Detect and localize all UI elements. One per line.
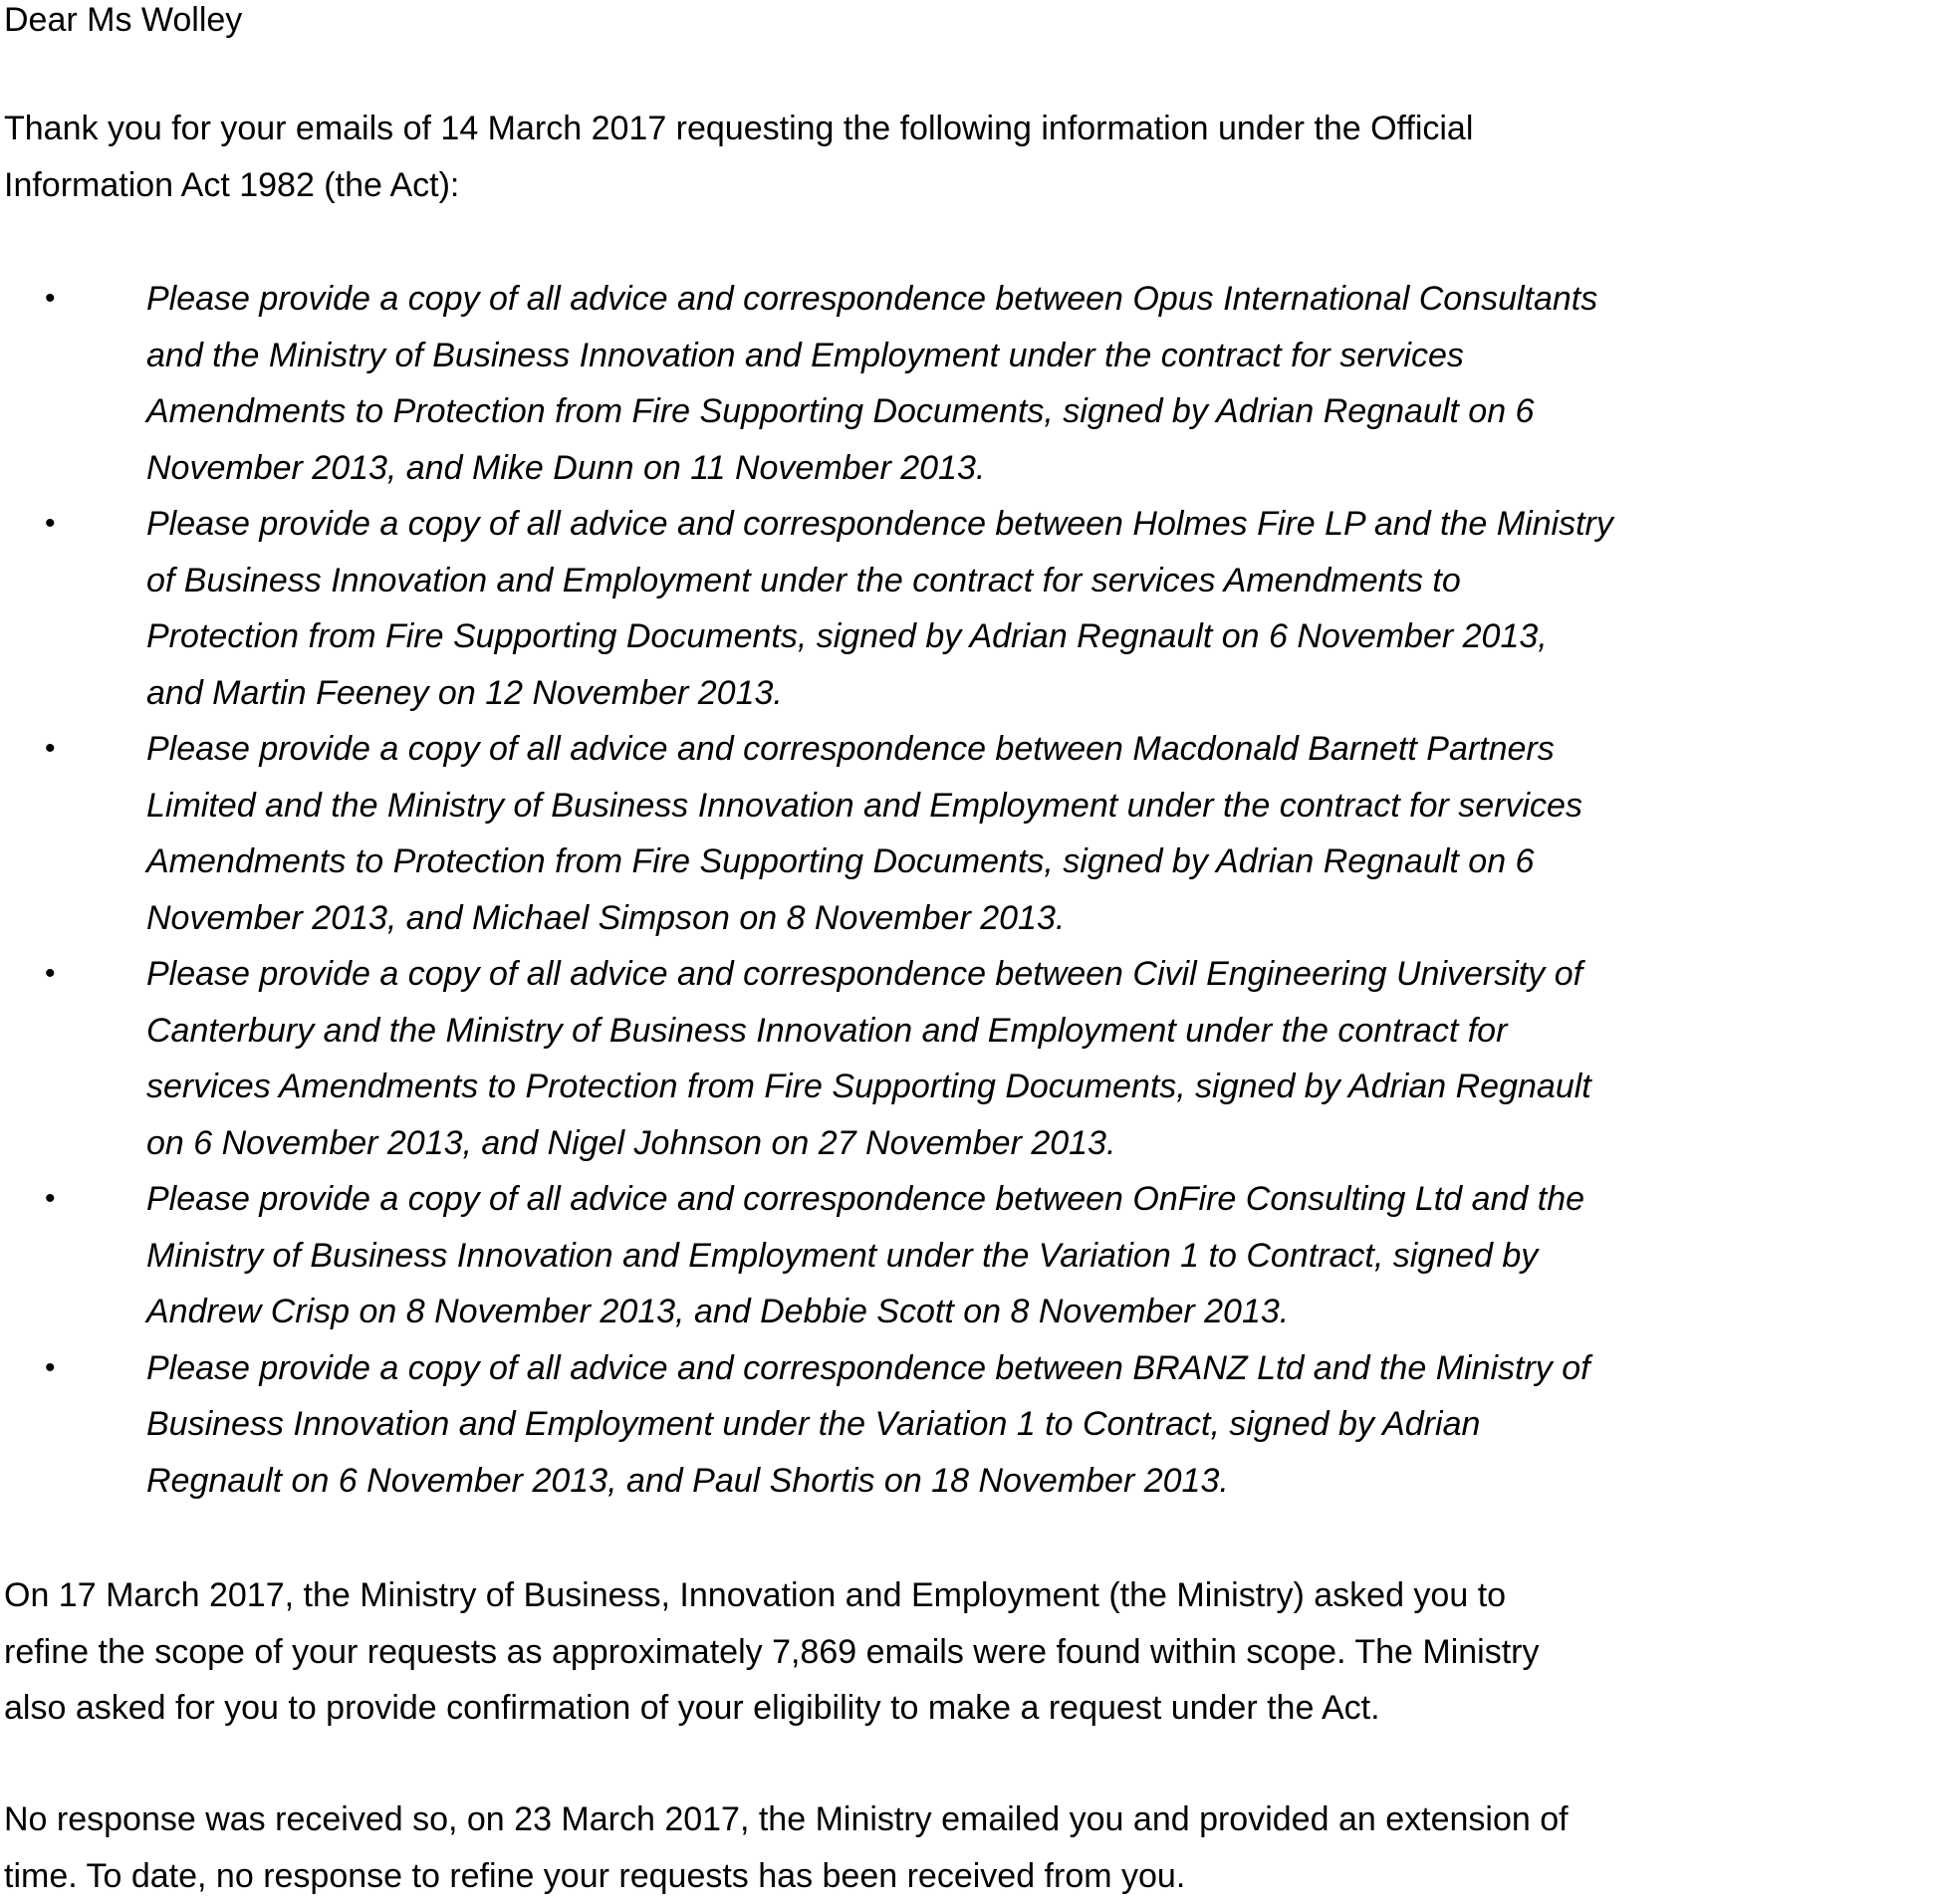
request-line: Please provide a copy of all advice and correspondence between Opus International Consultants (146, 271, 1613, 328)
request-item (0, 1171, 1613, 1340)
text-line: Information Act 1982 (the Act): (4, 157, 1473, 214)
text-line: Thank you for your emails of 14 March 2017 requesting the following information under the Official (4, 101, 1473, 157)
request-item (0, 946, 1613, 1171)
text-line: No response was received so, on 23 March 2017, the Ministry emailed you and provided an extension of (4, 1791, 1569, 1848)
request-line: on 6 November 2013, and Nigel Johnson on 27 November 2013. (146, 1115, 1613, 1172)
request-line: Amendments to Protection from Fire Supporting Documents, signed by Adrian Regnault on 6 (146, 833, 1613, 890)
text-line: On 17 March 2017, the Ministry of Business, Innovation and Employment (the Ministry) asked you to (4, 1567, 1540, 1624)
request-line: Regnault on 6 November 2013, and Paul Shortis on 18 November 2013. (146, 1453, 1613, 1510)
bullet-icon: • (45, 1171, 56, 1228)
request-item (0, 271, 1613, 496)
request-line: Limited and the Ministry of Business Innovation and Employment under the contract for services (146, 778, 1613, 834)
request-line: Andrew Crisp on 8 November 2013, and Debbie Scott on 8 November 2013. (146, 1284, 1613, 1340)
bullet-icon: • (45, 721, 56, 778)
request-line: Please provide a copy of all advice and correspondence between Macdonald Barnett Partners (146, 721, 1613, 778)
request-item (0, 1340, 1613, 1510)
request-line: Canterbury and the Ministry of Business Innovation and Employment under the contract for (146, 1003, 1613, 1060)
bullet-icon: • (45, 496, 56, 553)
request-line: Business Innovation and Employment under the Variation 1 to Contract, signed by Adrian (146, 1396, 1613, 1453)
request-item (0, 721, 1613, 946)
intro-paragraph (4, 101, 1473, 213)
refine-paragraph (4, 1567, 1540, 1737)
bullet-icon: • (45, 1340, 56, 1397)
text-line: also asked for you to provide confirmation of your eligibility to make a request under the Act. (4, 1680, 1540, 1737)
request-line: and Martin Feeney on 12 November 2013. (146, 665, 1613, 722)
request-line: Protection from Fire Supporting Documents, signed by Adrian Regnault on 6 November 2013, (146, 608, 1613, 665)
request-line: and the Ministry of Business Innovation and Employment under the contract for services (146, 328, 1613, 384)
request-line: Please provide a copy of all advice and correspondence between Holmes Fire LP and the Ministry (146, 496, 1613, 553)
salutation-text: Dear Ms Wolley (4, 0, 242, 49)
request-line: Amendments to Protection from Fire Supporting Documents, signed by Adrian Regnault on 6 (146, 383, 1613, 440)
bullet-icon: • (45, 946, 56, 1003)
request-line: Please provide a copy of all advice and correspondence between BRANZ Ltd and the Ministry of (146, 1340, 1613, 1397)
request-line: November 2013, and Michael Simpson on 8 November 2013. (146, 890, 1613, 947)
request-item (0, 496, 1613, 721)
salutation (4, 0, 242, 49)
request-line: services Amendments to Protection from Fire Supporting Documents, signed by Adrian Regnault (146, 1059, 1613, 1115)
bullet-icon: • (45, 271, 56, 328)
text-line: time. To date, no response to refine your requests has been received from you. (4, 1848, 1569, 1904)
request-line: Please provide a copy of all advice and correspondence between Civil Engineering University of (146, 946, 1613, 1003)
request-line: November 2013, and Mike Dunn on 11 November 2013. (146, 440, 1613, 497)
extension-paragraph (4, 1791, 1569, 1904)
request-line: of Business Innovation and Employment under the contract for services Amendments to (146, 553, 1613, 609)
request-line: Please provide a copy of all advice and correspondence between OnFire Consulting Ltd and the (146, 1171, 1613, 1228)
text-line: refine the scope of your requests as approximately 7,869 emails were found within scope. The Ministry (4, 1624, 1540, 1681)
request-line: Ministry of Business Innovation and Employment under the Variation 1 to Contract, signed by (146, 1228, 1613, 1285)
request-list (0, 271, 1613, 1509)
